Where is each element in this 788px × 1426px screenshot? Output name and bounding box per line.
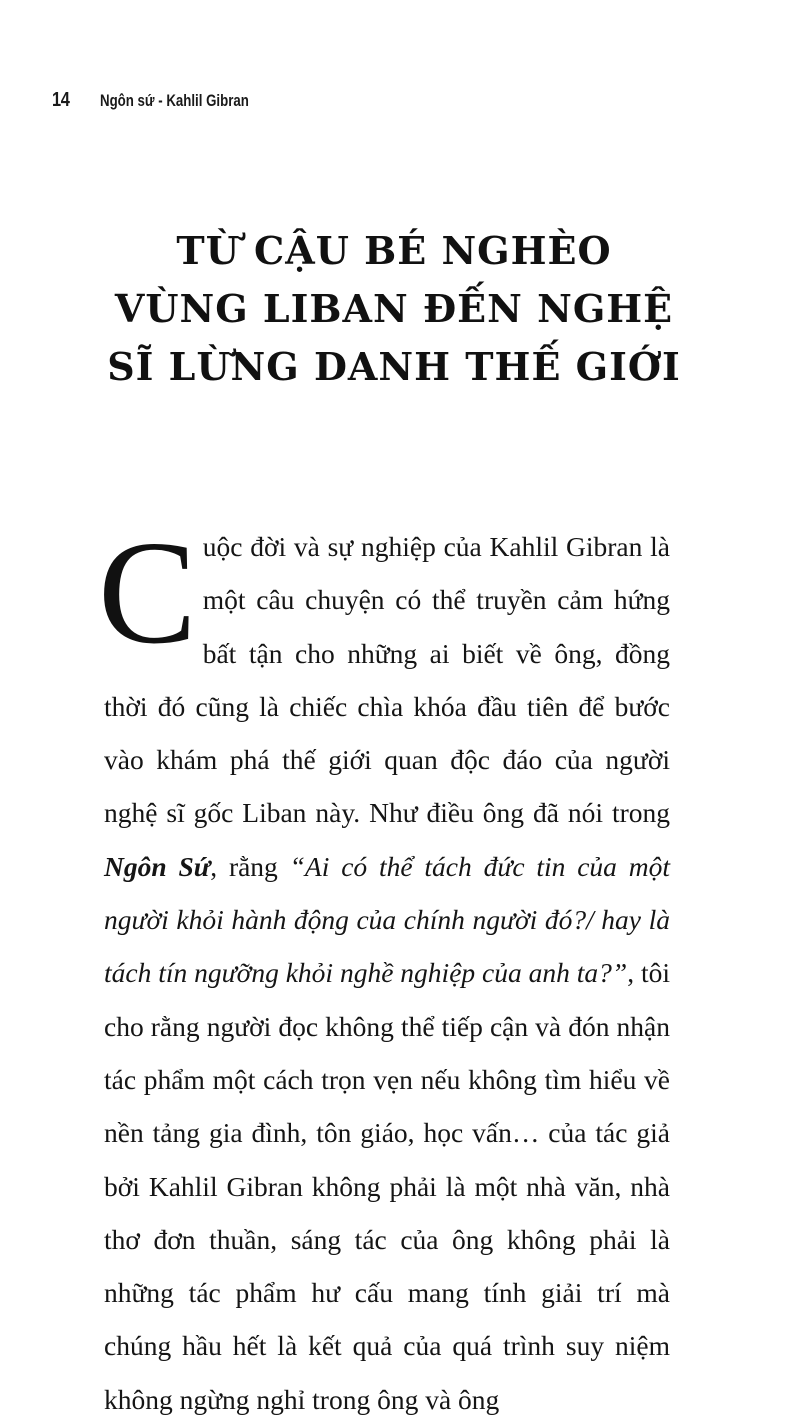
running-header <box>52 89 291 117</box>
page-number: 14 <box>52 89 70 111</box>
body-paragraph <box>98 511 670 1426</box>
chapter-title-line: TỪ CẬU BÉ NGHÈO <box>176 228 612 273</box>
chapter-title-line: VÙNG LIBAN ĐẾN NGHỆ <box>114 286 674 331</box>
chapter-title <box>60 222 728 396</box>
book-title: Ngôn sứ - Kahlil Gibran <box>100 91 249 110</box>
body-text-run: , tôi cho rằng người đọc không thể tiếp cận và đón nhận tác phẩm một cách trọn vẹn nếu không tìm hiểu về nền tảng gia đình, tôn giáo, học vấn… của tác giả bởi Kahlil Gibran không phải là một nhà văn, nhà thơ đơn thuần, sáng tác của ông không phải là những tác phẩm hư cấu mang tính giải trí mà chúng hầu hết là kết quả của quá trình suy niệm không ngừng nghỉ trong ông và ông <box>104 957 670 1415</box>
body-text-run: , rằng <box>210 850 290 882</box>
book-name-emphasis: Ngôn Sứ <box>104 850 211 882</box>
quotation: “Ai có thể tách đức tin của một người khỏi hành động của chính người đó?/ hay là tách tín ngưỡng khỏi nghề nghiệp của anh ta?” <box>104 850 670 989</box>
body-text-run: uộc đời và sự nghiệp của Kahlil Gibran là một câu chuyện có thể truyền cảm hứng bất tận cho những ai biết về ông, đồng thời đó cũng là chiếc chìa khóa đầu tiên để bước vào khám phá thế giới quan độc đáo của người nghệ sĩ gốc Liban này. Như điều ông đã nói trong <box>104 531 670 829</box>
chapter-title-line: SĨ LỪNG DANH THẾ GIỚI <box>107 344 681 389</box>
drop-cap: C <box>98 511 197 675</box>
